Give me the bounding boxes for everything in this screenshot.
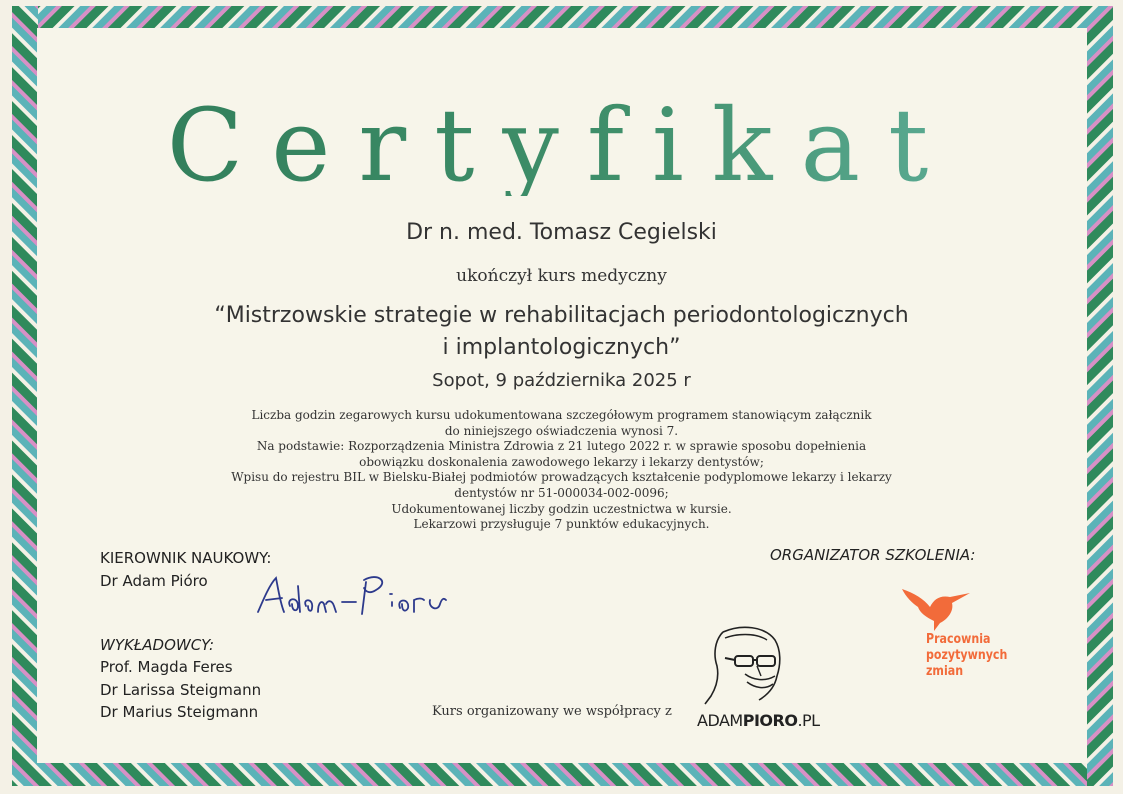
partner-logo-part: .PL — [797, 711, 820, 730]
course-title-line: “Mistrzowskie strategie w rehabilitacjach periodontologicznych — [214, 303, 909, 328]
cooperation-text: Kurs organizowany we współpracy z — [432, 704, 672, 719]
partner-logo-text — [697, 711, 820, 730]
details-line: Udokumentowanej liczby godzin uczestnictwa w kursie. — [391, 501, 732, 516]
organizer-logo — [926, 632, 1007, 680]
lecturers-label: WYKŁADOWCY: — [100, 636, 215, 654]
details-line: Liczba godzin zegarowych kursu udokumentowana szczegółowym programem stanowiącym załącznik — [251, 408, 872, 422]
organizer-logo-line: Pracownia — [926, 632, 991, 647]
course-details — [150, 408, 973, 533]
recipient-name: Dr n. med. Tomasz Cegielski — [406, 220, 717, 245]
details-line: Wpisu do rejestru BIL w Bielsku-Białej podmiotów prowadzących kształcenie podyplomowe lekarzy i lekarzy — [231, 470, 892, 485]
certificate-title: Certyfikat — [0, 96, 1123, 196]
details-line: Lekarzowi przysługuje 7 punktów edukacyjnych. — [413, 517, 710, 532]
scientific-director-name: Dr Adam Pióro — [100, 572, 208, 590]
details-line: Na podstawie: Rozporządzenia Ministra Zdrowia z 21 lutego 2022 r. w sprawie sposobu dopełnienia — [256, 439, 867, 454]
scientific-director-label: KIEROWNIK NAUKOWY: — [100, 549, 272, 567]
signature — [252, 568, 452, 620]
organizer-logo-line: pozytywnych — [926, 648, 1008, 663]
organizer-logo-line: zmian — [926, 664, 964, 679]
course-title-line: i implantologicznych” — [442, 335, 681, 360]
completed-text: ukończył kurs medyczny — [456, 266, 667, 286]
details-line: do niniejszego oświadczenia wynosi 7. — [444, 423, 679, 438]
organizer-label: ORGANIZATOR SZKOLENIA: — [770, 546, 976, 564]
partner-logo-part: ADAM — [697, 711, 743, 730]
lecturer-name: Dr Larissa Steigmann — [100, 681, 262, 699]
hummingbird-icon — [900, 585, 972, 633]
partner-logo-part: PIORO — [742, 711, 798, 730]
details-line: dentystów nr 51-000034-002-0096; — [454, 485, 669, 500]
details-line: obowiązku doskonalenia zawodowego lekarzy i lekarzy dentystów; — [359, 454, 764, 469]
face-with-glasses-icon — [695, 624, 791, 710]
lecturer-name: Dr Marius Steigmann — [100, 703, 259, 721]
course-title — [0, 300, 1123, 364]
place-date: Sopot, 9 października 2025 r — [432, 370, 691, 391]
lecturer-name: Prof. Magda Feres — [100, 658, 233, 676]
